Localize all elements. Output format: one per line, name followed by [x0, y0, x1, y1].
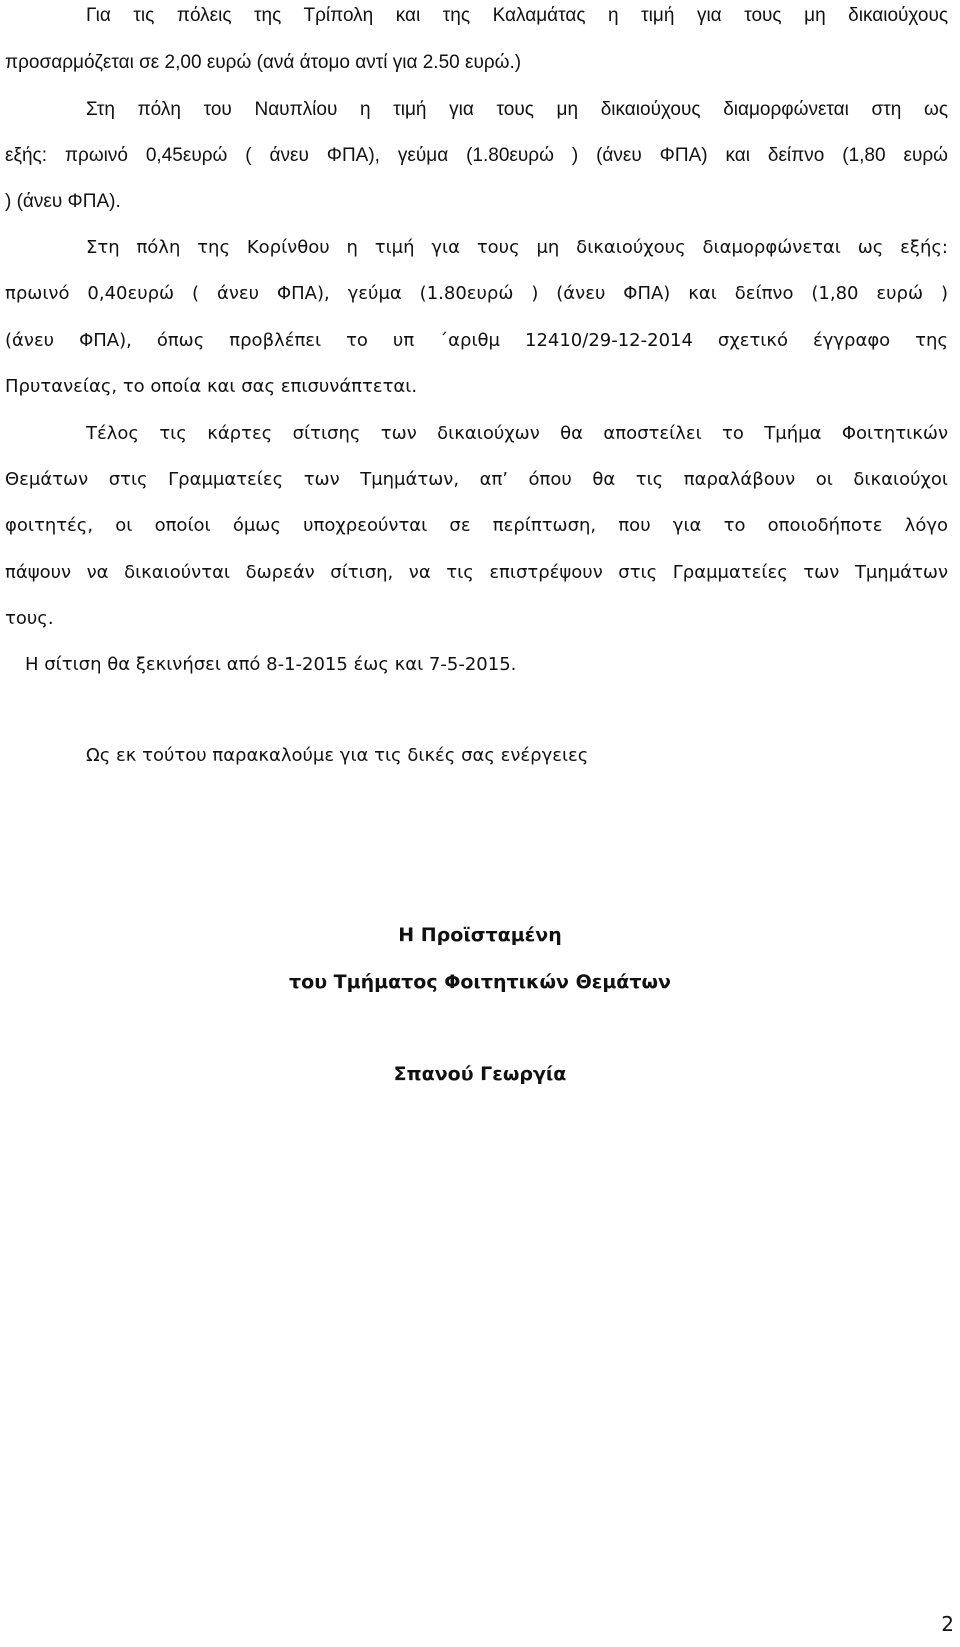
page-number: 2 [941, 1612, 954, 1636]
signature-title-line-2: του Τμήματος Φοιτητικών Θεμάτων [289, 971, 671, 993]
signature-title-line-1: Η Προϊσταμένη [398, 924, 562, 946]
paragraph-1-line-2: προσαρμόζεται σε 2,00 ευρώ (ανά άτομο αντί για 2.50 ευρώ.) [5, 52, 522, 73]
paragraph-2-line-2: εξής: πρωινό 0,45ευρώ ( άνευ ΦΠΑ), γεύμα (1.80ευρώ ) (άνευ ΦΠΑ) και δείπνο (1,80 ευρώ [5, 145, 948, 166]
paragraph-4-line-2: Θεμάτων στις Γραμματείες των Τμημάτων, απ’ όπου θα τις παραλάβουν οι δικαιούχοι [5, 469, 948, 490]
closing-line: Ως εκ τούτου παρακαλούμε για τις δικές σας ενέργειες [86, 745, 589, 766]
paragraph-2-line-3: ) (άνευ ΦΠΑ). [5, 191, 121, 212]
signature-name: Σπανού Γεωργία [393, 1063, 567, 1085]
paragraph-4-line-3: φοιτητές, οι οποίοι όμως υποχρεούνται σε περίπτωση, που για το οποιοδήποτε λόγο [5, 515, 948, 536]
paragraph-3-line-1: Στη πόλη της Κορίνθου η τιμή για τους μη δικαιούχους διαμορφώνεται ως εξής: [86, 237, 948, 258]
paragraph-2-line-1: Στη πόλη του Ναυπλίου η τιμή για τους μη δικαιούχους διαμορφώνεται στη ως [86, 99, 948, 120]
dates-line: Η σίτιση θα ξεκινήσει από 8-1-2015 έως και 7-5-2015. [25, 654, 517, 675]
paragraph-1-line-1: Για τις πόλεις της Τρίπολη και της Καλαμάτας η τιμή για τους μη δικαιούχους [86, 5, 948, 26]
paragraph-4-line-1: Τέλος τις κάρτες σίτισης των δικαιούχων θα αποστείλει το Τμήμα Φοιτητικών [86, 423, 948, 444]
paragraph-4-line-5: τους. [5, 608, 54, 629]
paragraph-3-line-2: πρωινό 0,40ευρώ ( άνευ ΦΠΑ), γεύμα (1.80ευρώ ) (άνευ ΦΠΑ) και δείπνο (1,80 ευρώ ) [5, 283, 948, 304]
paragraph-3-line-3: (άνευ ΦΠΑ), όπως προβλέπει το υπ ΄αριθμ 12410/29-12-2014 σχετικό έγγραφο της [5, 330, 948, 351]
paragraph-3-line-4: Πρυτανείας, το οποία και σας επισυνάπτεται. [5, 376, 418, 397]
paragraph-4-line-4: πάψουν να δικαιούνται δωρεάν σίτιση, να τις επιστρέψουν στις Γραμματείες των Τμημάτων [5, 562, 948, 583]
